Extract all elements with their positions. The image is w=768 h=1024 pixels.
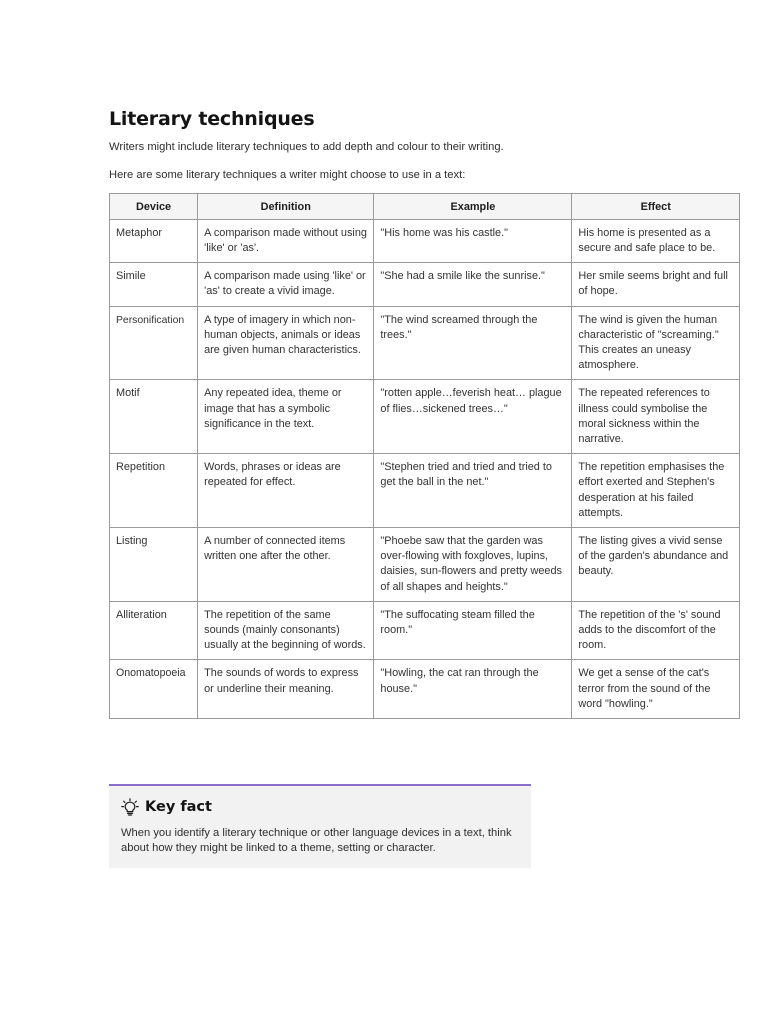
cell-definition: A comparison made without using 'like' or 'as'.: [198, 219, 374, 262]
header-device: Device: [110, 193, 198, 219]
cell-example: "The wind screamed through the trees.": [374, 306, 572, 380]
cell-example: "Phoebe saw that the garden was over-flowing with foxgloves, lupins, daisies, sun-flowers and pretty weeds of all shapes and heights.": [374, 527, 572, 601]
page-title: Literary techniques: [109, 108, 315, 130]
key-fact-title: Key fact: [145, 799, 212, 815]
cell-definition: A type of imagery in which non-human objects, animals or ideas are given human characteristics.: [198, 306, 374, 380]
header-effect: Effect: [572, 193, 740, 219]
table-row: [110, 306, 740, 380]
cell-definition: A number of connected items written one after the other.: [198, 527, 374, 601]
key-fact-text: When you identify a literary technique or other language devices in a text, think about how they might be linked to a theme, setting or character.: [121, 827, 512, 854]
cell-example: "His home was his castle.": [374, 219, 572, 262]
lightbulb-icon: [121, 798, 139, 816]
cell-example: "Stephen tried and tried and tried to get the ball in the net.": [374, 454, 572, 528]
cell-device: Listing: [110, 527, 198, 601]
cell-device: Personification: [110, 306, 198, 380]
cell-example: "rotten apple…feverish heat… plague of flies…sickened trees…": [374, 380, 572, 454]
cell-effect: Her smile seems bright and full of hope.: [572, 263, 740, 306]
table-row: [110, 263, 740, 306]
table-row: [110, 601, 740, 660]
cell-device: Metaphor: [110, 219, 198, 262]
cell-example: "The suffocating steam filled the room.": [374, 601, 572, 660]
cell-effect: The listing gives a vivid sense of the garden's abundance and beauty.: [572, 527, 740, 601]
cell-definition: A comparison made using 'like' or 'as' to create a vivid image.: [198, 263, 374, 306]
cell-effect: The repetition emphasises the effort exerted and Stephen's desperation at his failed attempts.: [572, 454, 740, 528]
cell-device: Onomatopoeia: [110, 660, 198, 719]
cell-device: Simile: [110, 263, 198, 306]
cell-definition: Any repeated idea, theme or image that has a symbolic significance in the text.: [198, 380, 374, 454]
key-fact-header: [121, 798, 212, 816]
cell-device: Alliteration: [110, 601, 198, 660]
header-example: Example: [374, 193, 572, 219]
table-row: [110, 380, 740, 454]
cell-device: Repetition: [110, 454, 198, 528]
table-header-row: [110, 193, 740, 219]
cell-device: Motif: [110, 380, 198, 454]
literary-techniques-table: [109, 193, 740, 719]
cell-effect: The repetition of the 's' sound adds to the discomfort of the room.: [572, 601, 740, 660]
cell-definition: The repetition of the same sounds (mainly consonants) usually at the beginning of words.: [198, 601, 374, 660]
key-fact-box: [109, 784, 531, 868]
intro-paragraph: Writers might include literary techniques to add depth and colour to their writing.: [109, 141, 504, 153]
cell-effect: His home is presented as a secure and safe place to be.: [572, 219, 740, 262]
lead-in-paragraph: Here are some literary techniques a writer might choose to use in a text:: [109, 168, 466, 181]
document-content: [109, 106, 741, 719]
cell-effect: The repeated references to illness could symbolise the moral sickness within the narrative.: [572, 380, 740, 454]
cell-effect: We get a sense of the cat's terror from the sound of the word "howling.": [572, 660, 740, 719]
cell-definition: Words, phrases or ideas are repeated for effect.: [198, 454, 374, 528]
table-row: [110, 660, 740, 719]
cell-effect: The wind is given the human characteristic of "screaming." This creates an uneasy atmosphere.: [572, 306, 740, 380]
header-definition: Definition: [198, 193, 374, 219]
table-row: [110, 527, 740, 601]
table-row: [110, 454, 740, 528]
cell-example: "Howling, the cat ran through the house.": [374, 660, 572, 719]
cell-example: "She had a smile like the sunrise.": [374, 263, 572, 306]
cell-definition: The sounds of words to express or underline their meaning.: [198, 660, 374, 719]
table-row: [110, 219, 740, 262]
